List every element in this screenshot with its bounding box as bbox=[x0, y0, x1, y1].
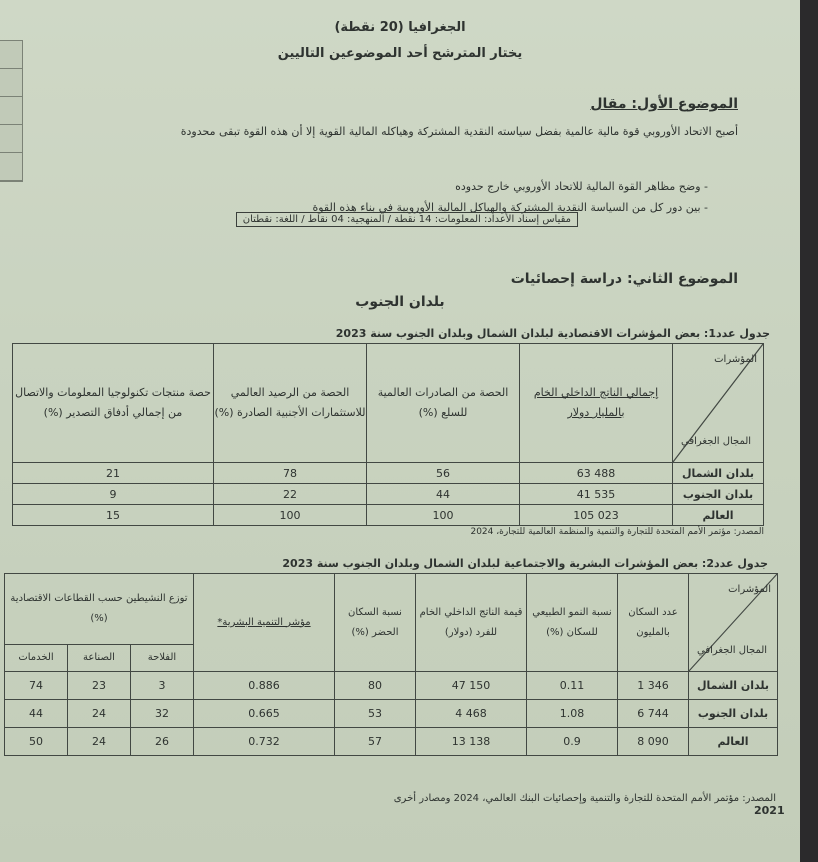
table1-corner-bottom: المجال الجغرافي bbox=[681, 436, 752, 447]
cell: 15 bbox=[13, 505, 214, 526]
table2-corner-cell bbox=[689, 574, 778, 672]
table2 bbox=[4, 573, 778, 756]
cell: 24 bbox=[68, 728, 131, 756]
table1-source: المصدر: مؤتمر الأمم المتحدة للتجارة والتنمية والمنظمة العالمية للتجارة، 2024 bbox=[470, 527, 764, 537]
table-row bbox=[13, 484, 764, 505]
table2-corner-bottom: المجال الجغرافي bbox=[697, 645, 768, 656]
topic2-subtitle: بلدان الجنوب bbox=[355, 294, 445, 310]
grading-scale-box: مقياس إسناد الأعداد: المعلومات: 14 نقطة / المنهجية: 04 نقاط / اللغة: نقطتان bbox=[236, 212, 578, 227]
cell: 56 bbox=[367, 463, 520, 484]
cell: 13 138 bbox=[416, 728, 527, 756]
table2-header-sectors: توزع النشيطين حسب القطاعات الاقتصادية (%) bbox=[5, 574, 194, 645]
row-label: بلدان الشمال bbox=[689, 672, 778, 700]
table1-header-ict: حصة منتجات تكنولوجيا المعلومات والاتصال من إجمالي أدفاق التصدير (%) bbox=[13, 344, 214, 463]
table2-header-hdi: مؤشر التنمية البشرية* bbox=[194, 574, 335, 672]
cell: 8 090 bbox=[618, 728, 689, 756]
cell: 78 bbox=[214, 463, 367, 484]
cell: 26 bbox=[131, 728, 194, 756]
cell: 22 bbox=[214, 484, 367, 505]
cell: 24 bbox=[68, 700, 131, 728]
cell: 80 bbox=[335, 672, 416, 700]
cell: 105 023 bbox=[520, 505, 673, 526]
row-label: العالم bbox=[689, 728, 778, 756]
subject-header: الجغرافيا (20 نقطة) bbox=[334, 20, 466, 35]
table2-subheader-industry: الصناعة bbox=[68, 645, 131, 672]
topic1-bullet-1: - وضح مظاهر القوة المالية للاتحاد الأوروبي خارج حدوده bbox=[455, 180, 708, 193]
cell: 0.886 bbox=[194, 672, 335, 700]
row-label: بلدان الجنوب bbox=[673, 484, 764, 505]
table2-source: المصدر: مؤتمر الأمم المتحدة للتجارة والتنمية وإحصائيات البنك العالمي، 2024 ومصادر أخرى bbox=[393, 793, 776, 804]
instruction-header: يختار المترشح أحد الموضوعين التاليين bbox=[277, 46, 523, 61]
topic1-text: أصبح الاتحاد الأوروبي قوة مالية عالمية بفضل سياسته النقدية المشتركة وهياكله المالية القوية إلا أن هذه القوة تبقى محدودة bbox=[180, 125, 738, 138]
row-label: بلدان الشمال bbox=[673, 463, 764, 484]
table1-caption: جدول عدد1: بعض المؤشرات الاقتصادية لبلدان الشمال وبلدان الجنوب سنة 2023 bbox=[335, 327, 770, 340]
cell: 0.732 bbox=[194, 728, 335, 756]
cell: 41 535 bbox=[520, 484, 673, 505]
table-row bbox=[13, 505, 764, 526]
table-row bbox=[13, 463, 764, 484]
cell: 3 bbox=[131, 672, 194, 700]
cell: 100 bbox=[367, 505, 520, 526]
table2-corner-top: المؤشرات bbox=[728, 584, 771, 595]
cell: 4 468 bbox=[416, 700, 527, 728]
cell: 57 bbox=[335, 728, 416, 756]
table2-header-growth: نسبة النمو الطبيعي للسكان (%) bbox=[527, 574, 618, 672]
cell: 0.9 bbox=[527, 728, 618, 756]
row-label: العالم bbox=[673, 505, 764, 526]
cell: 23 bbox=[68, 672, 131, 700]
cell: 53 bbox=[335, 700, 416, 728]
topic2-title: الموضوع الثاني: دراسة إحصائيات bbox=[510, 271, 738, 287]
cell: 0.665 bbox=[194, 700, 335, 728]
cell: 21 bbox=[13, 463, 214, 484]
cell: 6 744 bbox=[618, 700, 689, 728]
table1-corner-cell bbox=[673, 344, 764, 463]
table-row bbox=[5, 672, 778, 700]
cell: 32 bbox=[131, 700, 194, 728]
table2-header-population: عدد السكان بالمليون bbox=[618, 574, 689, 672]
table2-header-gdp-per-capita: قيمة الناتج الداخلي الخام للفرد (دولار) bbox=[416, 574, 527, 672]
cell: 74 bbox=[5, 672, 68, 700]
side-margin-strip bbox=[0, 40, 23, 182]
table1-corner-top: المؤشرات bbox=[714, 354, 757, 365]
cell: 1 346 bbox=[618, 672, 689, 700]
row-label: بلدان الجنوب bbox=[689, 700, 778, 728]
table2-subheader-agriculture: الفلاحة bbox=[131, 645, 194, 672]
table2-subheader-services: الخدمات bbox=[5, 645, 68, 672]
cell: 50 bbox=[5, 728, 68, 756]
cell: 0.11 bbox=[527, 672, 618, 700]
table2-caption: جدول عدد2: بعض المؤشرات البشرية والاجتماعية لبلدان الشمال وبلدان الجنوب سنة 2023 bbox=[282, 557, 768, 570]
cell: 44 bbox=[367, 484, 520, 505]
page-number: 2021 bbox=[754, 804, 785, 817]
cell: 9 bbox=[13, 484, 214, 505]
cell: 1.08 bbox=[527, 700, 618, 728]
cell: 100 bbox=[214, 505, 367, 526]
topic1-title: الموضوع الأول: مقال bbox=[590, 96, 738, 112]
table1-header-exports: الحصة من الصادرات العالمية للسلع (%) bbox=[367, 344, 520, 463]
cell: 63 488 bbox=[520, 463, 673, 484]
table-row bbox=[5, 728, 778, 756]
table1-header-gdp: إجمالي الناتج الداخلي الخام بالمليار دولار bbox=[520, 344, 673, 463]
table-row bbox=[5, 700, 778, 728]
table1 bbox=[12, 343, 764, 526]
topic1-bullet-2: - بين دور كل من السياسة النقدية المشتركة والهياكل المالية الأوروبية في بناء هذه القوة bbox=[312, 201, 708, 214]
table2-header-urban: نسبة السكان الحضر (%) bbox=[335, 574, 416, 672]
cell: 47 150 bbox=[416, 672, 527, 700]
cell: 44 bbox=[5, 700, 68, 728]
table1-header-fdi: الحصة من الرصيد العالمي للاستثمارات الأجنبية الصادرة (%) bbox=[214, 344, 367, 463]
